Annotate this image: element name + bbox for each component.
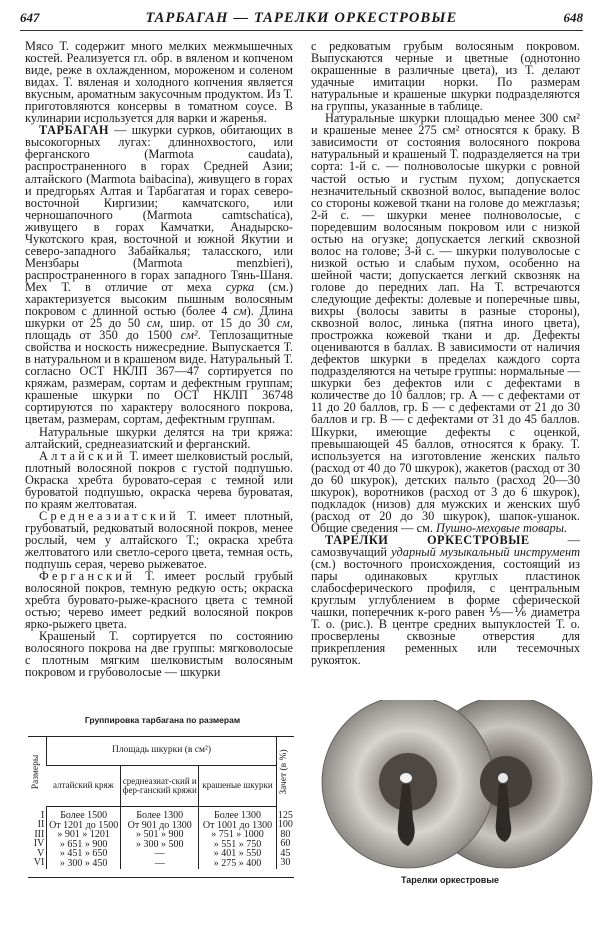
- text: Т. имеет рослый грубый волосяной покров, темную редкую ость; окраска хребта буровато-рыже-красного цвета с темной остью; черево имеет редкий волосяной покров ярко-рыжего цвета.: [25, 569, 293, 632]
- text: , шир. от 15 до 30: [160, 316, 277, 331]
- area-value: От 1201 до 1500: [49, 819, 119, 831]
- paragraph-coarse-hair: с редковатым грубым волосяным покровом. Выпускаются черные и цветные (однотонно окрашенные в различные цвета), из Т. делают удачные имитации норки. По размерам натуральные и крашеные шкурки подразделяются на группы, указанные в таблице.: [311, 39, 580, 114]
- unit: см: [146, 316, 161, 331]
- header-credit: [276, 737, 294, 807]
- sizes-cell: [28, 807, 47, 869]
- area-value: —: [154, 848, 165, 860]
- credit-value: 60: [280, 838, 291, 850]
- entry-tarbagan: [25, 124, 293, 425]
- header-dyed: крашеные шкурки: [199, 766, 276, 807]
- paragraph-grades-defects: [311, 112, 580, 534]
- size-grouping-table: [28, 736, 294, 878]
- unit: см²: [180, 328, 198, 343]
- area-value: Более 1500: [60, 810, 108, 821]
- area-value: » 451 » 650: [59, 848, 108, 860]
- spaced-term: Алтайский: [39, 448, 127, 463]
- area-value: Более 1300: [214, 810, 261, 821]
- entry-cymbals: [311, 534, 580, 667]
- spaced-term: Ферганский: [39, 569, 136, 584]
- text: Т. имеет плотный, грубоватый, редковатый волосяной покров, менее рослый, чем у алтайского Т.; окраска хребта желтоватого или светло-серого цвета, темная ость, подпушь серая, черево рыжеватое.: [25, 508, 293, 572]
- area-value: » 551 » 750: [213, 838, 262, 850]
- header-label: Размеры: [31, 754, 42, 789]
- area-value: » 901 » 1201: [57, 829, 110, 841]
- entry-term-cymbals: ТАРЕ́ЛКИ ОРКЕСТРО́ВЫЕ: [325, 532, 530, 547]
- text: . Теплозащитные свойства и носкость нижесредние. Выпускается Т. в натуральном и в крашеном виде. Натуральный Т. согласно ОСТ НКЛП 367—47 сортируется по кряжам, размерам, сортам и дефектным группам; крашеные шкурки по ОСТ НКЛП 36748 сортируются по характеру волосяного покрова, цветам, размерам, сортам, дефектным группам.: [25, 328, 293, 427]
- area-value: —: [154, 857, 165, 869]
- cross-reference-fur-goods[interactable]: Пушно-меховые товары.: [436, 520, 568, 535]
- paragraph-altai: [25, 450, 293, 510]
- area-value: » 501 » 900: [135, 829, 184, 841]
- area-value: » 300 » 450: [59, 857, 108, 869]
- size-value: IV: [33, 838, 45, 850]
- header-sizes: [28, 737, 47, 807]
- running-title: ТАРБАГАН — ТАРЕЛКИ ОРКЕСТРОВЫЕ: [145, 10, 458, 26]
- area-value: » 751 » 1000: [211, 829, 264, 841]
- page-number-right: 648: [563, 10, 583, 25]
- cross-reference-surok[interactable]: сурка: [225, 279, 255, 294]
- credit-value: 125: [277, 809, 293, 821]
- text: (см.) восточного происхождения, состоящий из пары одинаковых круглых пластинок слабосферического профиля, с центральным круглым углублением в форме сферической чашки, поперечник к-рого равен ⅕—⅙ диаметра Т. о. (рис.). В центре средних выпуклостей Т. о. просверлены сквозные отверстия для прикрепления ременных или тесемочных рукояток.: [311, 557, 580, 668]
- cymbals-illustration: [310, 700, 595, 870]
- paragraph-central-asian: [25, 510, 293, 570]
- credit-value: 80: [280, 828, 291, 840]
- paragraph-ridges: Натуральные шкурки делятся на три кряжа: алтайский, среднеазиатский и ферганский.: [25, 424, 293, 451]
- text: — самозвучащий: [311, 532, 580, 559]
- text: Т. имеет шелковистый рослый, плотный волосяной покров с густой подпушью. Окраска хребта буровато-серая с темной или буроватой подпушью, окраска черева буроватая, по краям желтоватая.: [25, 448, 293, 511]
- page-header: [20, 8, 583, 31]
- credit-value: 30: [280, 857, 291, 869]
- unit: см: [276, 316, 290, 331]
- credit-value: 45: [280, 847, 291, 859]
- entry-term-tarbagan: ТАРБАГА́Н: [39, 123, 110, 138]
- left-column: [25, 40, 293, 678]
- header-central-fergana: среднеазиат-ский и фер-ганский кряжи: [121, 766, 199, 807]
- spaced-term: Среднеазиатский: [39, 508, 180, 523]
- cymbals-image: [310, 700, 595, 870]
- unit: см: [233, 304, 247, 319]
- text: , площадь от 350 до 1500: [25, 316, 294, 343]
- text: — шкурки сурков, обитающих в высокогорных лугах: длиннохвостого, или ферганского (Marmota caudata), распространенного в горах Средней Азии; алтайского (Marmota baibacina), живущего в горах и предгорьях Алтая и Тарбагатая и горах северо-восточной Киргизии; камчатского, или черношапочного (Marmota camtschatica), живущего в горах Камчатки, Анадырско-Чукотского края, восточной и южной Якутии и северо-западного Забайкалья; таласского, или Мензбары (Marmota menzbieri), распространенного в горах западного Тянь-Шаня. Мех Т. в отличие от меха: [25, 123, 293, 294]
- paragraph-fergana: [25, 570, 293, 630]
- area-value: » 300 » 500: [135, 838, 184, 850]
- central-cell: [121, 807, 199, 869]
- area-value: » 401 » 550: [213, 848, 262, 860]
- page-number-left: 647: [20, 10, 40, 25]
- size-value: II: [37, 819, 45, 831]
- area-value: От 901 до 1300: [127, 819, 192, 831]
- dyed-cell: [199, 807, 276, 869]
- text: ). Длина шкурки от 25 до 50: [25, 304, 293, 331]
- altai-cell: [47, 807, 121, 869]
- area-value: От 1001 до 1300: [202, 819, 273, 831]
- size-value: III: [34, 828, 45, 840]
- cross-reference-percussion[interactable]: ударный музыкальный инструмент: [391, 544, 580, 559]
- area-value: Более 1300: [136, 810, 184, 821]
- credit-value: 100: [277, 819, 293, 831]
- size-value: VI: [33, 857, 45, 869]
- paragraph-meat: Мясо Т. содержит много мелких межмышечных костей. Реализуется гл. обр. в вяленом и копченом виде, реже в охлажденном, мороженом и соленом видах. Т. вяленая и холодного копчения является вкусным, ароматным закусочным продуктом. Из Т. приготовляются консервы в томатном соусе. В кулинарии используется для варки и жаренья.: [25, 39, 293, 126]
- size-value: V: [37, 847, 45, 859]
- paragraph-dyed: Крашеный Т. сортируется по состоянию волосяного покрова на две группы: мягковолосые с плотным мягким шелковистым волосяным покровом и грубоволосые — шкурки: [25, 629, 293, 680]
- area-value: » 651 » 900: [59, 838, 108, 850]
- right-column: [311, 40, 580, 666]
- text: Натуральные шкурки площадью менее 300 см² и крашеные менее 275 см² относятся к браку. В зависимости от состояния волосяного покрова натуральный и крашеный Т. подразделяется на три сорта: 1-й с. — полноволосые шкурки с ровной частой остью и густым пухом; допускается незначительный сквозной волос, выпадение волос со стороны кожевой ткани на голове до межглазья; 2-й с. — шкурки менее полноволосые, с поредевшим волосяным покровом или с низкой остью на огузке; допускается легкий сквозной волос на голове; 3-й с. — шкурки полуволосые с низкой остью и слабым пухом, особенно на шейной части; допускается легкий сквозняк на голове до передних лап. На Т. встречаются следующие дефекты: долевые и поперечные швы, вихры (волосы завиты в разные стороны), сквозной волос, линька (пятна иного цвета), прострожка кожевой ткани и др. Дефекты оцениваются в баллах. В зависимости от наличия дефектов шкурки в пределах каждого сорта подразделяются на четыре группы: нормальные — шкурки без дефектов или с дефектами в количестве до 10 баллов; гр. А — с дефектами от 11 до 20 баллов, гр. Б — с дефектами от 21 до 30 баллов и гр. В — с дефектами от 31 до 45 баллов. Шкурки, имеющие дефекты с оценкой, превышающей 45 баллов, относятся к браку. Т. используется на изготовление женских пальто (расход от 40 до 70 шкурок), жакетов (расход от 30 до 60 шкурок), детских пальто (расход 20—30 шкурок), воротников (расход от 3 до 6 шкурок), подкладок (низов) для мужских и женских шуб (расход от 20 до 30 шкурок), шапок-ушанок. Общие сведения — см.: [311, 111, 580, 535]
- figure-caption: Тарелки оркестровые: [400, 875, 500, 885]
- header-altai: алтайский кряж: [47, 766, 121, 807]
- text: (см.) характеризуется высоким пышным волосяным покровом с длинной остью (более 4: [25, 279, 293, 319]
- header-area: Площадь шкурки (в см²): [47, 737, 276, 766]
- header-label: Зачет (в %): [279, 749, 290, 795]
- size-value: I: [40, 809, 45, 821]
- area-value: » 275 » 400: [213, 857, 262, 869]
- credit-cell: [276, 807, 294, 869]
- table-caption: Группировка тарбагана по размерам: [84, 715, 241, 725]
